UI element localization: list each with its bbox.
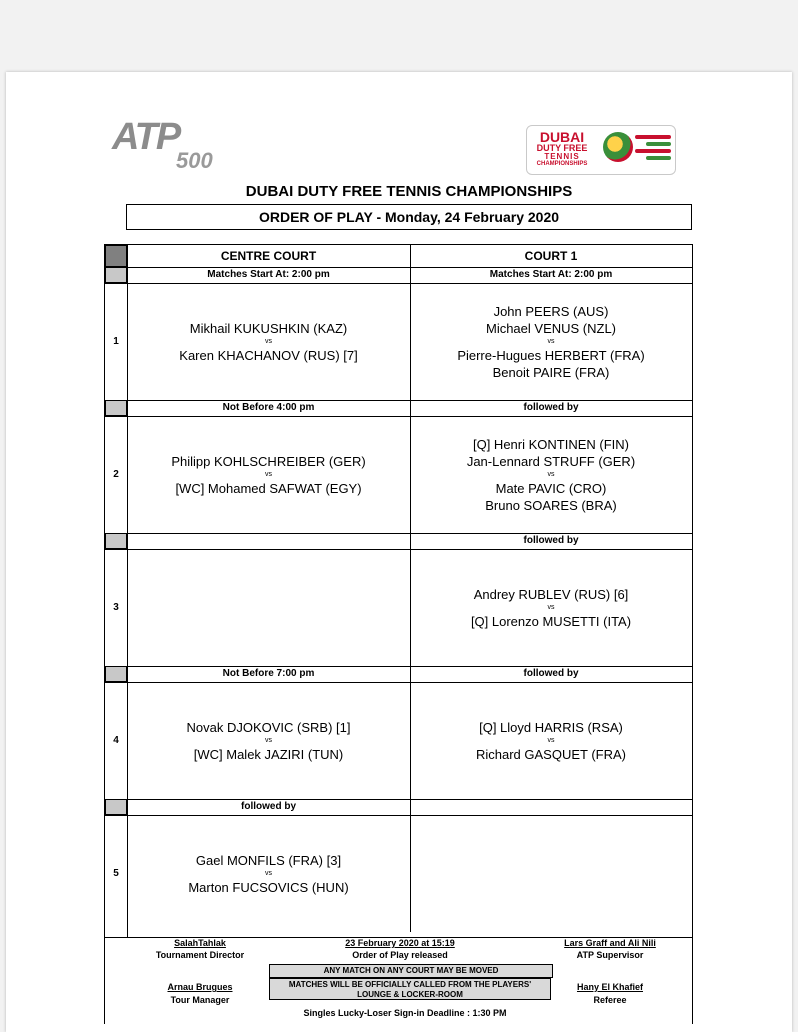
tournament-title: DUBAI DUTY FREE TENNIS CHAMPIONSHIPS [245,183,573,200]
player-name: Marton FUCSOVICS (HUN) [188,879,349,895]
grid-line-vertical [410,533,411,549]
referee-name: Hany El Khafief [576,982,643,992]
release-label: Order of Play released [352,950,448,960]
vs-label: vs [265,736,272,744]
manager-name: Arnau Brugues [167,982,233,992]
player-name: Novak DJOKOVIC (SRB) [1] [186,719,351,735]
player-name: Philipp KOHLSCHREIBER (GER) [171,453,366,469]
notice2-line1: MATCHES WILL BE OFFICIALLY CALLED FROM THE PLAYERS' [288,980,532,989]
vs-label: vs [547,337,555,345]
match-row-number: 1 [113,336,119,347]
grid-line-vertical [410,666,411,682]
player-name: Gael MONFILS (FRA) [3] [195,852,342,868]
grid-line-vertical [410,549,411,666]
row-header-court1: followed by [523,402,579,413]
lucky-loser-deadline: Singles Lucky-Loser Sign-in Deadline : 1:30 PM [303,1008,507,1018]
corner-cell [105,245,127,267]
notice2-line2: LOUNGE & LOCKER-ROOM [357,990,463,999]
player-name: Bruno SOARES (BRA) [485,497,617,513]
release-time: 23 February 2020 at 15:19 [345,938,455,948]
row-header-centre: Not Before 7:00 pm [222,668,315,679]
grid-line-vertical [410,400,411,416]
row-header-court1: followed by [523,668,579,679]
player-name: [WC] Malek JAZIRI (TUN) [193,746,344,762]
subheader-number-cell [105,267,127,283]
grid-line-vertical [410,245,411,267]
match-cell [127,682,410,799]
player-name: [WC] Mohamed SAFWAT (EGY) [175,480,362,496]
subheader-number-cell [105,400,127,416]
match-row-number: 3 [113,602,119,613]
referee-title: Referee [593,995,627,1005]
subheader-number-cell [105,666,127,682]
player-name: Michael VENUS (NZL) [485,320,617,336]
notice-officially-called [269,978,551,1000]
match-row-number: 5 [113,868,119,879]
match-cell [410,283,692,400]
subheader-number-cell [105,533,127,549]
grid-line-vertical [410,283,411,400]
atp-logo-number: 500 [176,148,213,173]
player-name: John PEERS (AUS) [493,303,609,319]
grid-line-vertical [410,267,411,283]
vs-label: vs [547,470,555,478]
sponsor-logo-line1: DUBAI [539,129,585,145]
vs-label: vs [547,736,555,744]
match-cell [410,549,692,666]
court-header-centre: CENTRE COURT [220,249,317,263]
vs-label: vs [547,603,555,611]
player-name: Pierre-Hugues HERBERT (FRA) [457,347,645,363]
grid-line-vertical [410,815,411,932]
player-name: [Q] Lorenzo MUSETTI (ITA) [470,613,632,629]
player-name: Mate PAVIC (CRO) [495,480,607,496]
vs-label: vs [265,470,272,478]
row-header-court1: followed by [523,535,579,546]
player-name: Richard GASQUET (FRA) [475,746,626,762]
match-row-number: 4 [113,735,119,746]
director-title: Tournament Director [155,950,245,960]
vs-label: vs [265,337,272,345]
subheader-number-cell [105,799,127,815]
tennis-ball-emblem-icon [603,132,633,162]
match-cell [410,682,692,799]
player-name: [Q] Henri KONTINEN (FIN) [472,436,629,452]
notice-match-moved: ANY MATCH ON ANY COURT MAY BE MOVED [269,964,553,978]
atp-500-logo [112,116,222,176]
vs-label: vs [265,869,272,877]
row-header-centre: followed by [241,801,296,812]
grid-line-vertical [410,416,411,533]
player-name: Karen KHACHANOV (RUS) [7] [179,347,358,363]
match-cell [127,283,410,400]
arabic-logotype-icon [635,132,671,163]
supervisor-name: Lars Graff and Ali Nili [564,938,656,948]
director-name: SalahTahlak [174,938,226,948]
match-row-number: 2 [113,469,119,480]
sponsor-logo-line4: CHAMPIONSHIPS [536,161,588,167]
match-cell [410,416,692,533]
court-header-court1: COURT 1 [524,249,578,263]
schedule-grid [104,244,693,938]
row-header-centre: Not Before 4:00 pm [222,402,315,413]
sponsor-logo-line2: DUTY FREE [536,143,588,153]
supervisor-title: ATP Supervisor [576,950,644,960]
atp-logo-text: ATP [112,116,180,158]
order-of-play-subtitle: ORDER OF PLAY - Monday, 24 February 2020 [126,204,692,230]
match-cell [127,815,410,932]
grid-line-vertical [410,682,411,799]
footer [104,936,693,1024]
grid-line-vertical [410,799,411,815]
manager-title: Tour Manager [170,995,230,1005]
player-name: Mikhail KUKUSHKIN (KAZ) [189,320,348,336]
player-name: Andrey RUBLEV (RUS) [6] [473,586,629,602]
sponsor-logo-line3: TENNIS [544,152,580,161]
match-cell [127,416,410,533]
start-time-court1: Matches Start At: 2:00 pm [489,269,613,280]
player-name: Jan-Lennard STRUFF (GER) [466,453,636,469]
dubai-championships-logo [526,125,676,175]
player-name: Benoit PAIRE (FRA) [492,364,610,380]
player-name: [Q] Lloyd HARRIS (RSA) [479,719,623,735]
start-time-centre: Matches Start At: 2:00 pm [207,269,330,280]
